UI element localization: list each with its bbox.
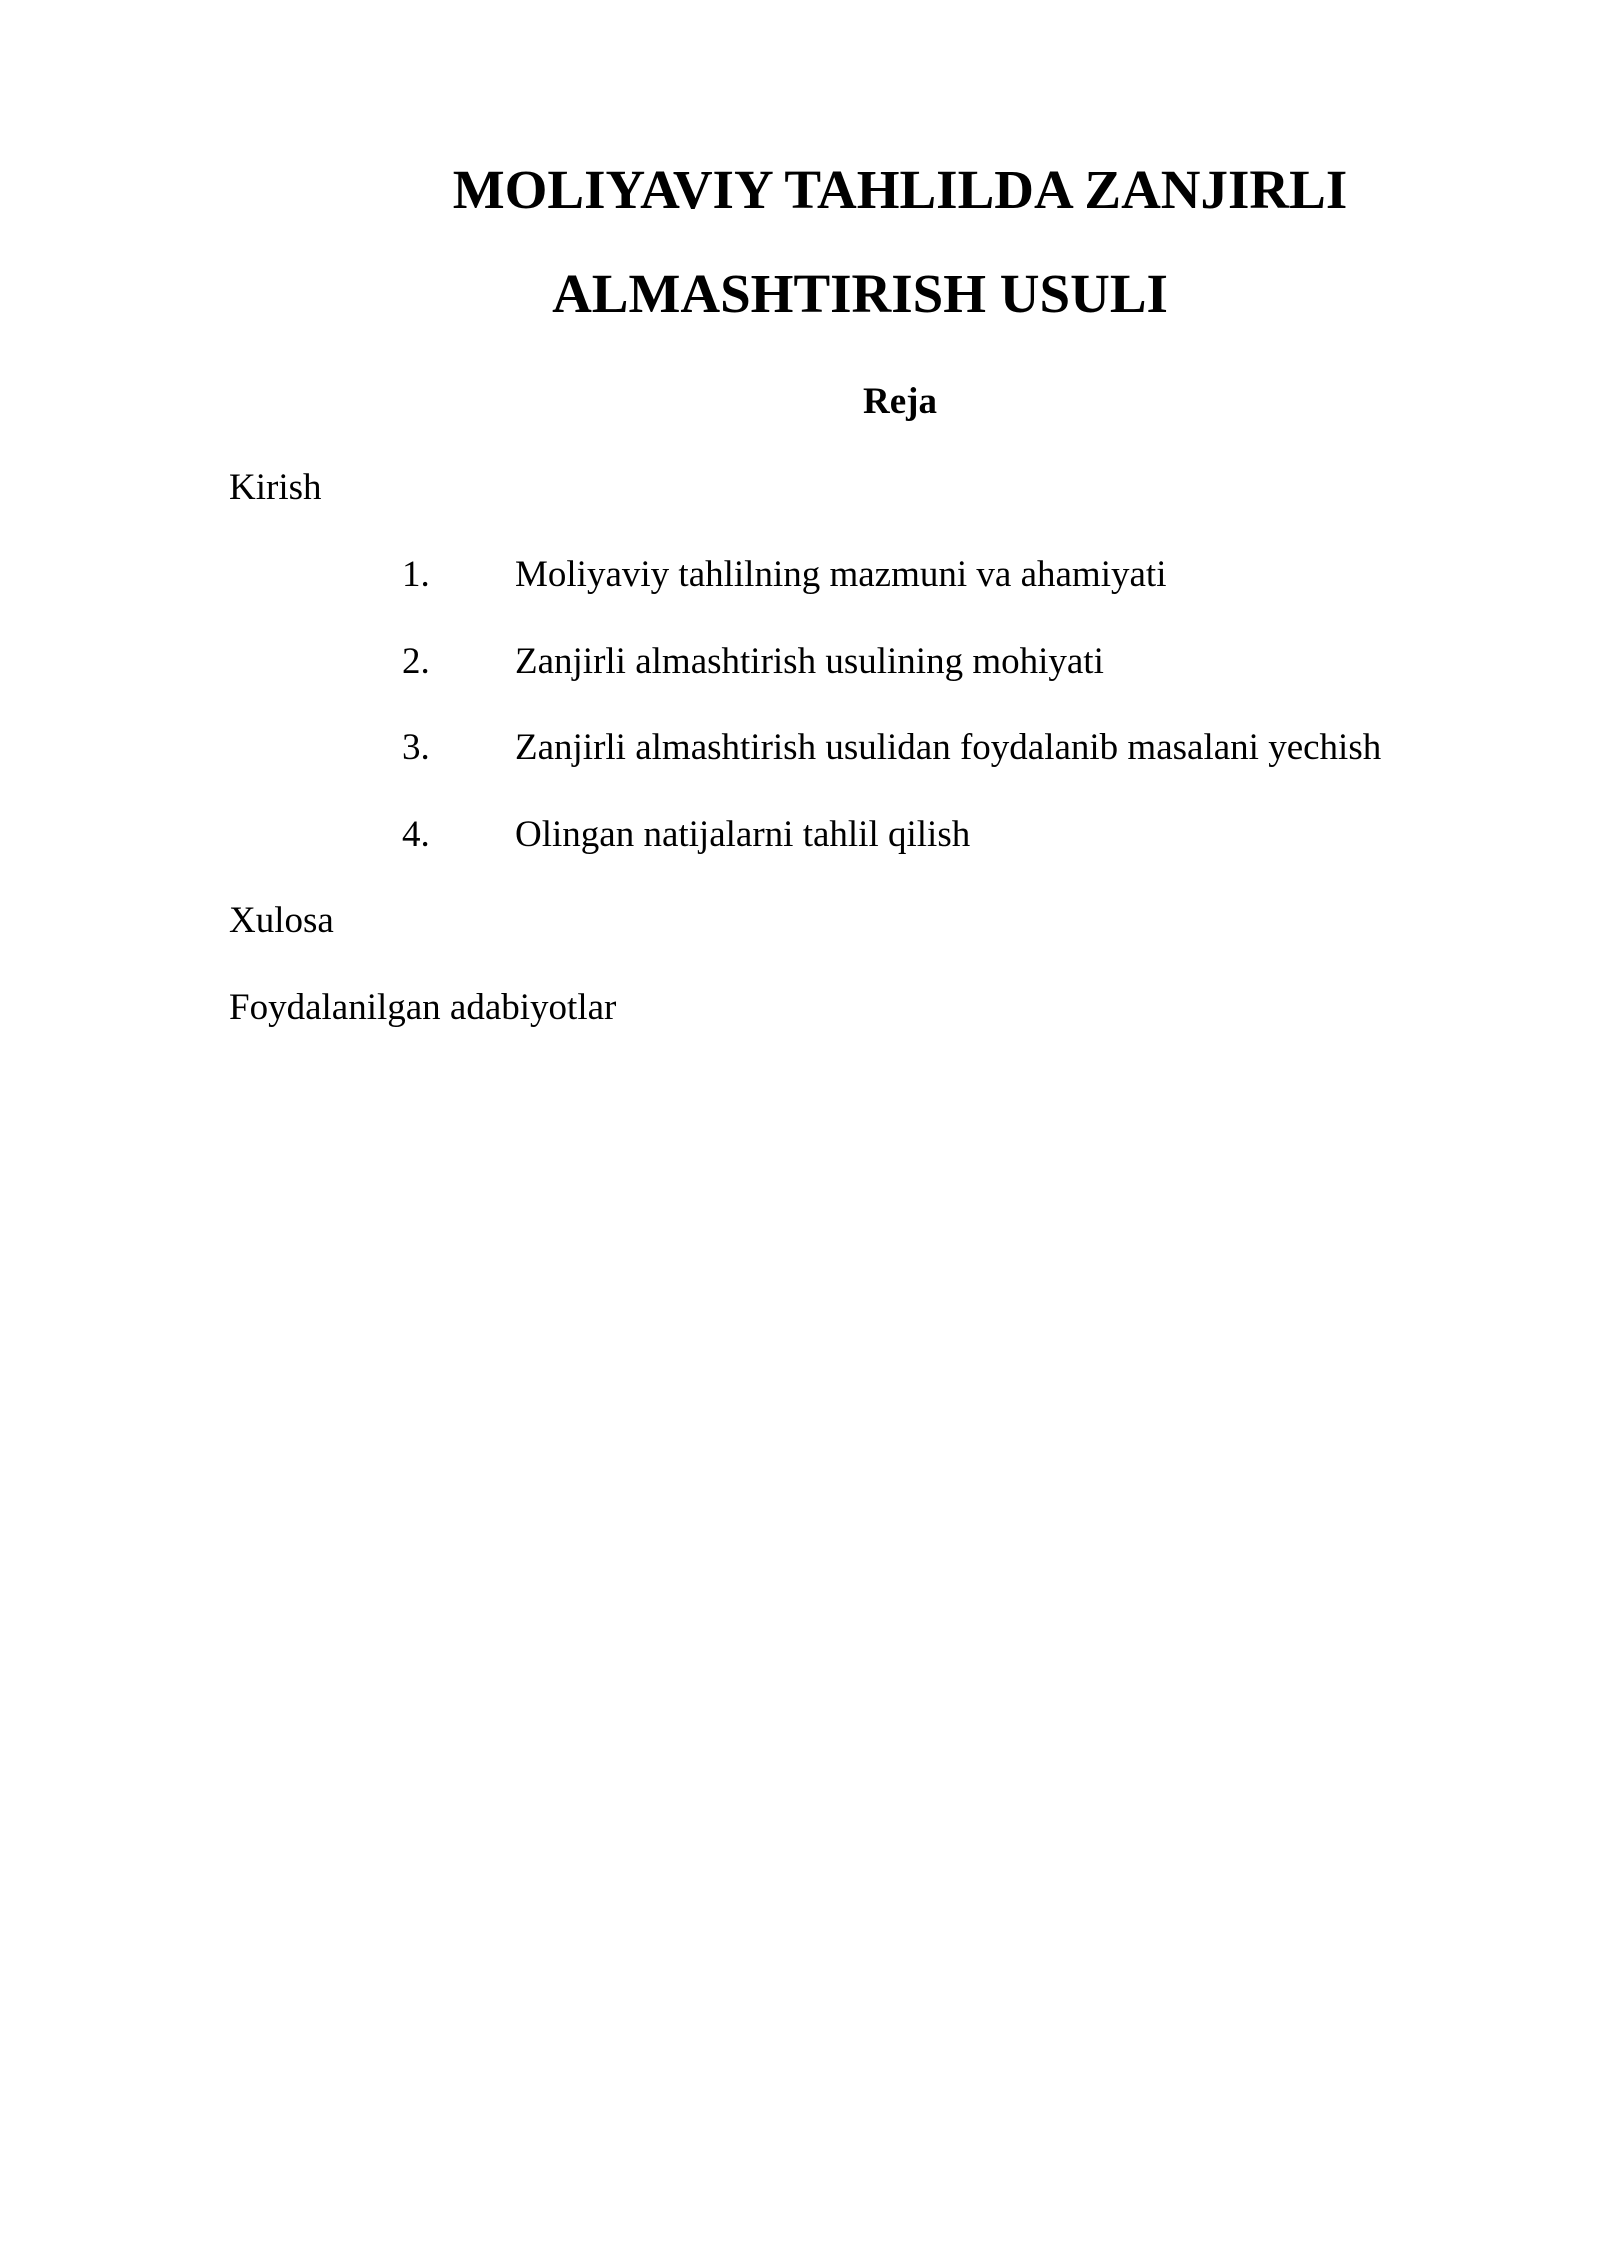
plan-item-number: 2. <box>402 641 430 682</box>
plan-item <box>0 642 1600 682</box>
title-line-2: ALMASHTIRISH USULI <box>552 263 1168 324</box>
intro-label: Kirish <box>229 467 322 508</box>
references-label: Foydalanilgan adabiyotlar <box>229 987 617 1028</box>
plan-item-text: Zanjirli almashtirish usulining mohiyati <box>515 641 1104 682</box>
plan-item <box>0 728 1600 768</box>
plan-item-text: Moliyaviy tahlilning mazmuni va ahamiyati <box>515 554 1167 595</box>
title-line-1: MOLIYAVIY TAHLILDA ZANJIRLI <box>452 159 1348 220</box>
plan-item-text: Zanjirli almashtirish usulidan foydalanib masalani yechish <box>515 727 1382 768</box>
plan-item-number: 4. <box>402 814 430 855</box>
plan-item <box>0 815 1600 855</box>
plan-item-number: 3. <box>402 727 430 768</box>
conclusion-label: Xulosa <box>229 900 334 941</box>
plan-item-number: 1. <box>402 554 430 595</box>
plan-item <box>0 555 1600 595</box>
plan-item-text: Olingan natijalarni tahlil qilish <box>515 814 971 855</box>
plan-heading: Reja <box>863 381 937 422</box>
